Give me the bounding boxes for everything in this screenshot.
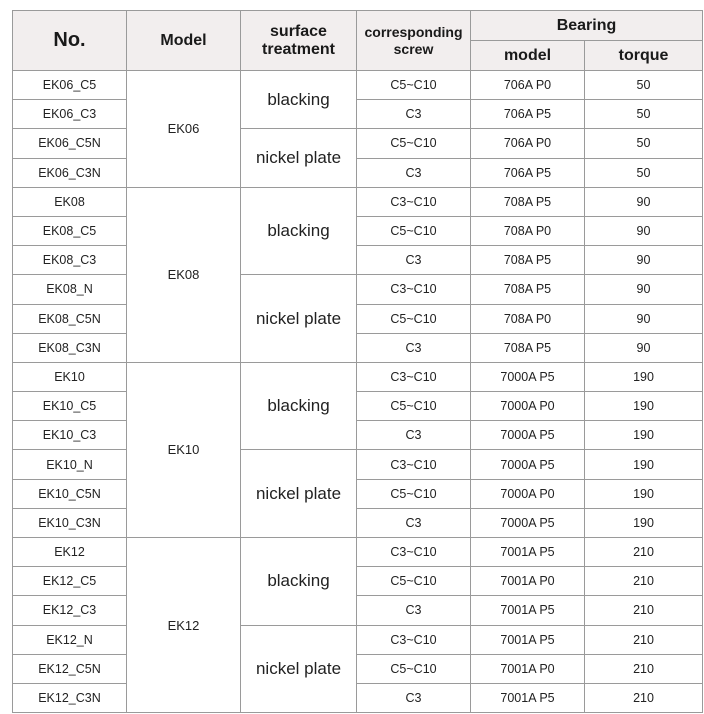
cell-torque: 90 xyxy=(585,246,703,275)
cell-bearing-model: 708A P5 xyxy=(471,246,585,275)
cell-bearing-model: 706A P5 xyxy=(471,158,585,187)
cell-screw: C5~C10 xyxy=(357,654,471,683)
table-body xyxy=(13,71,703,713)
cell-torque: 190 xyxy=(585,392,703,421)
cell-bearing-model: 7001A P0 xyxy=(471,654,585,683)
table-row xyxy=(13,567,703,596)
cell-bearing-model: 708A P5 xyxy=(471,187,585,216)
cell-no: EK06_C3N xyxy=(13,158,127,187)
cell-no: EK08_C3 xyxy=(13,246,127,275)
cell-surface-treatment: blacking xyxy=(241,71,357,129)
header-bearing: Bearing xyxy=(471,11,703,41)
cell-torque: 190 xyxy=(585,362,703,391)
cell-bearing-model: 7000A P0 xyxy=(471,392,585,421)
cell-torque: 210 xyxy=(585,538,703,567)
table-row xyxy=(13,538,703,567)
cell-torque: 50 xyxy=(585,100,703,129)
cell-screw: C3~C10 xyxy=(357,187,471,216)
cell-torque: 90 xyxy=(585,187,703,216)
cell-no: EK08_C3N xyxy=(13,333,127,362)
cell-model: EK08 xyxy=(127,187,241,362)
cell-torque: 210 xyxy=(585,654,703,683)
table-row xyxy=(13,333,703,362)
cell-surface-treatment: nickel plate xyxy=(241,275,357,363)
table-row xyxy=(13,479,703,508)
cell-no: EK12_N xyxy=(13,625,127,654)
cell-bearing-model: 706A P0 xyxy=(471,71,585,100)
cell-bearing-model: 7000A P5 xyxy=(471,450,585,479)
cell-screw: C3 xyxy=(357,158,471,187)
cell-bearing-model: 708A P5 xyxy=(471,275,585,304)
cell-torque: 50 xyxy=(585,71,703,100)
cell-no: EK10_C3 xyxy=(13,421,127,450)
cell-torque: 210 xyxy=(585,683,703,712)
table-row xyxy=(13,304,703,333)
cell-bearing-model: 7000A P5 xyxy=(471,508,585,537)
bearing-spec-table xyxy=(12,10,703,713)
cell-screw: C3 xyxy=(357,333,471,362)
cell-screw: C5~C10 xyxy=(357,129,471,158)
table-row xyxy=(13,362,703,391)
cell-no: EK12_C5 xyxy=(13,567,127,596)
cell-screw: C3~C10 xyxy=(357,362,471,391)
cell-torque: 190 xyxy=(585,450,703,479)
cell-surface-treatment: nickel plate xyxy=(241,625,357,713)
cell-no: EK08_N xyxy=(13,275,127,304)
table-row xyxy=(13,508,703,537)
cell-screw: C3 xyxy=(357,683,471,712)
cell-no: EK08_C5 xyxy=(13,216,127,245)
cell-torque: 90 xyxy=(585,304,703,333)
cell-model: EK12 xyxy=(127,538,241,713)
cell-surface-treatment: blacking xyxy=(241,362,357,450)
cell-bearing-model: 7001A P5 xyxy=(471,596,585,625)
cell-torque: 210 xyxy=(585,625,703,654)
table-row xyxy=(13,71,703,100)
cell-bearing-model: 7000A P5 xyxy=(471,362,585,391)
cell-bearing-model: 7001A P5 xyxy=(471,683,585,712)
cell-bearing-model: 7001A P0 xyxy=(471,567,585,596)
cell-screw: C3~C10 xyxy=(357,625,471,654)
cell-no: EK10_N xyxy=(13,450,127,479)
cell-no: EK10_C5N xyxy=(13,479,127,508)
cell-surface-treatment: blacking xyxy=(241,187,357,275)
header-no: No. xyxy=(13,11,127,71)
cell-screw: C5~C10 xyxy=(357,479,471,508)
table-row xyxy=(13,246,703,275)
header-torque: torque xyxy=(585,41,703,71)
cell-no: EK12_C3N xyxy=(13,683,127,712)
table-row xyxy=(13,129,703,158)
table-row xyxy=(13,216,703,245)
cell-bearing-model: 7000A P0 xyxy=(471,479,585,508)
cell-bearing-model: 706A P0 xyxy=(471,129,585,158)
cell-torque: 210 xyxy=(585,567,703,596)
cell-no: EK12_C3 xyxy=(13,596,127,625)
cell-no: EK08 xyxy=(13,187,127,216)
cell-model: EK06 xyxy=(127,71,241,188)
cell-screw: C3~C10 xyxy=(357,275,471,304)
header-bearing-model: model xyxy=(471,41,585,71)
cell-torque: 190 xyxy=(585,421,703,450)
cell-torque: 190 xyxy=(585,508,703,537)
cell-screw: C3~C10 xyxy=(357,538,471,567)
table-row xyxy=(13,683,703,712)
cell-no: EK12_C5N xyxy=(13,654,127,683)
cell-no: EK06_C5N xyxy=(13,129,127,158)
cell-surface-treatment: blacking xyxy=(241,538,357,626)
cell-no: EK10 xyxy=(13,362,127,391)
table-row xyxy=(13,275,703,304)
cell-bearing-model: 706A P5 xyxy=(471,100,585,129)
cell-torque: 50 xyxy=(585,129,703,158)
cell-bearing-model: 708A P0 xyxy=(471,304,585,333)
cell-bearing-model: 708A P5 xyxy=(471,333,585,362)
table-header xyxy=(13,11,703,71)
table-row xyxy=(13,450,703,479)
cell-screw: C3 xyxy=(357,421,471,450)
cell-torque: 190 xyxy=(585,479,703,508)
cell-no: EK12 xyxy=(13,538,127,567)
header-corresponding-screw: corresponding screw xyxy=(357,11,471,71)
table-row xyxy=(13,421,703,450)
cell-screw: C3 xyxy=(357,246,471,275)
cell-screw: C5~C10 xyxy=(357,71,471,100)
header-surface-treatment: surface treatment xyxy=(241,11,357,71)
table-row xyxy=(13,187,703,216)
table-row xyxy=(13,100,703,129)
table-row xyxy=(13,654,703,683)
table-row xyxy=(13,596,703,625)
cell-screw: C3~C10 xyxy=(357,450,471,479)
cell-screw: C5~C10 xyxy=(357,304,471,333)
cell-screw: C3 xyxy=(357,596,471,625)
header-model: Model xyxy=(127,11,241,71)
cell-no: EK08_C5N xyxy=(13,304,127,333)
cell-model: EK10 xyxy=(127,362,241,537)
cell-screw: C5~C10 xyxy=(357,392,471,421)
cell-screw: C3 xyxy=(357,100,471,129)
table-row xyxy=(13,158,703,187)
cell-torque: 50 xyxy=(585,158,703,187)
cell-screw: C5~C10 xyxy=(357,567,471,596)
cell-surface-treatment: nickel plate xyxy=(241,129,357,187)
cell-no: EK10_C5 xyxy=(13,392,127,421)
cell-no: EK06_C3 xyxy=(13,100,127,129)
cell-surface-treatment: nickel plate xyxy=(241,450,357,538)
cell-no: EK06_C5 xyxy=(13,71,127,100)
table-row xyxy=(13,392,703,421)
cell-screw: C5~C10 xyxy=(357,216,471,245)
cell-torque: 90 xyxy=(585,333,703,362)
cell-torque: 90 xyxy=(585,275,703,304)
cell-torque: 210 xyxy=(585,596,703,625)
cell-torque: 90 xyxy=(585,216,703,245)
table-row xyxy=(13,625,703,654)
cell-bearing-model: 7001A P5 xyxy=(471,625,585,654)
cell-bearing-model: 7001A P5 xyxy=(471,538,585,567)
cell-bearing-model: 708A P0 xyxy=(471,216,585,245)
cell-screw: C3 xyxy=(357,508,471,537)
cell-bearing-model: 7000A P5 xyxy=(471,421,585,450)
cell-no: EK10_C3N xyxy=(13,508,127,537)
